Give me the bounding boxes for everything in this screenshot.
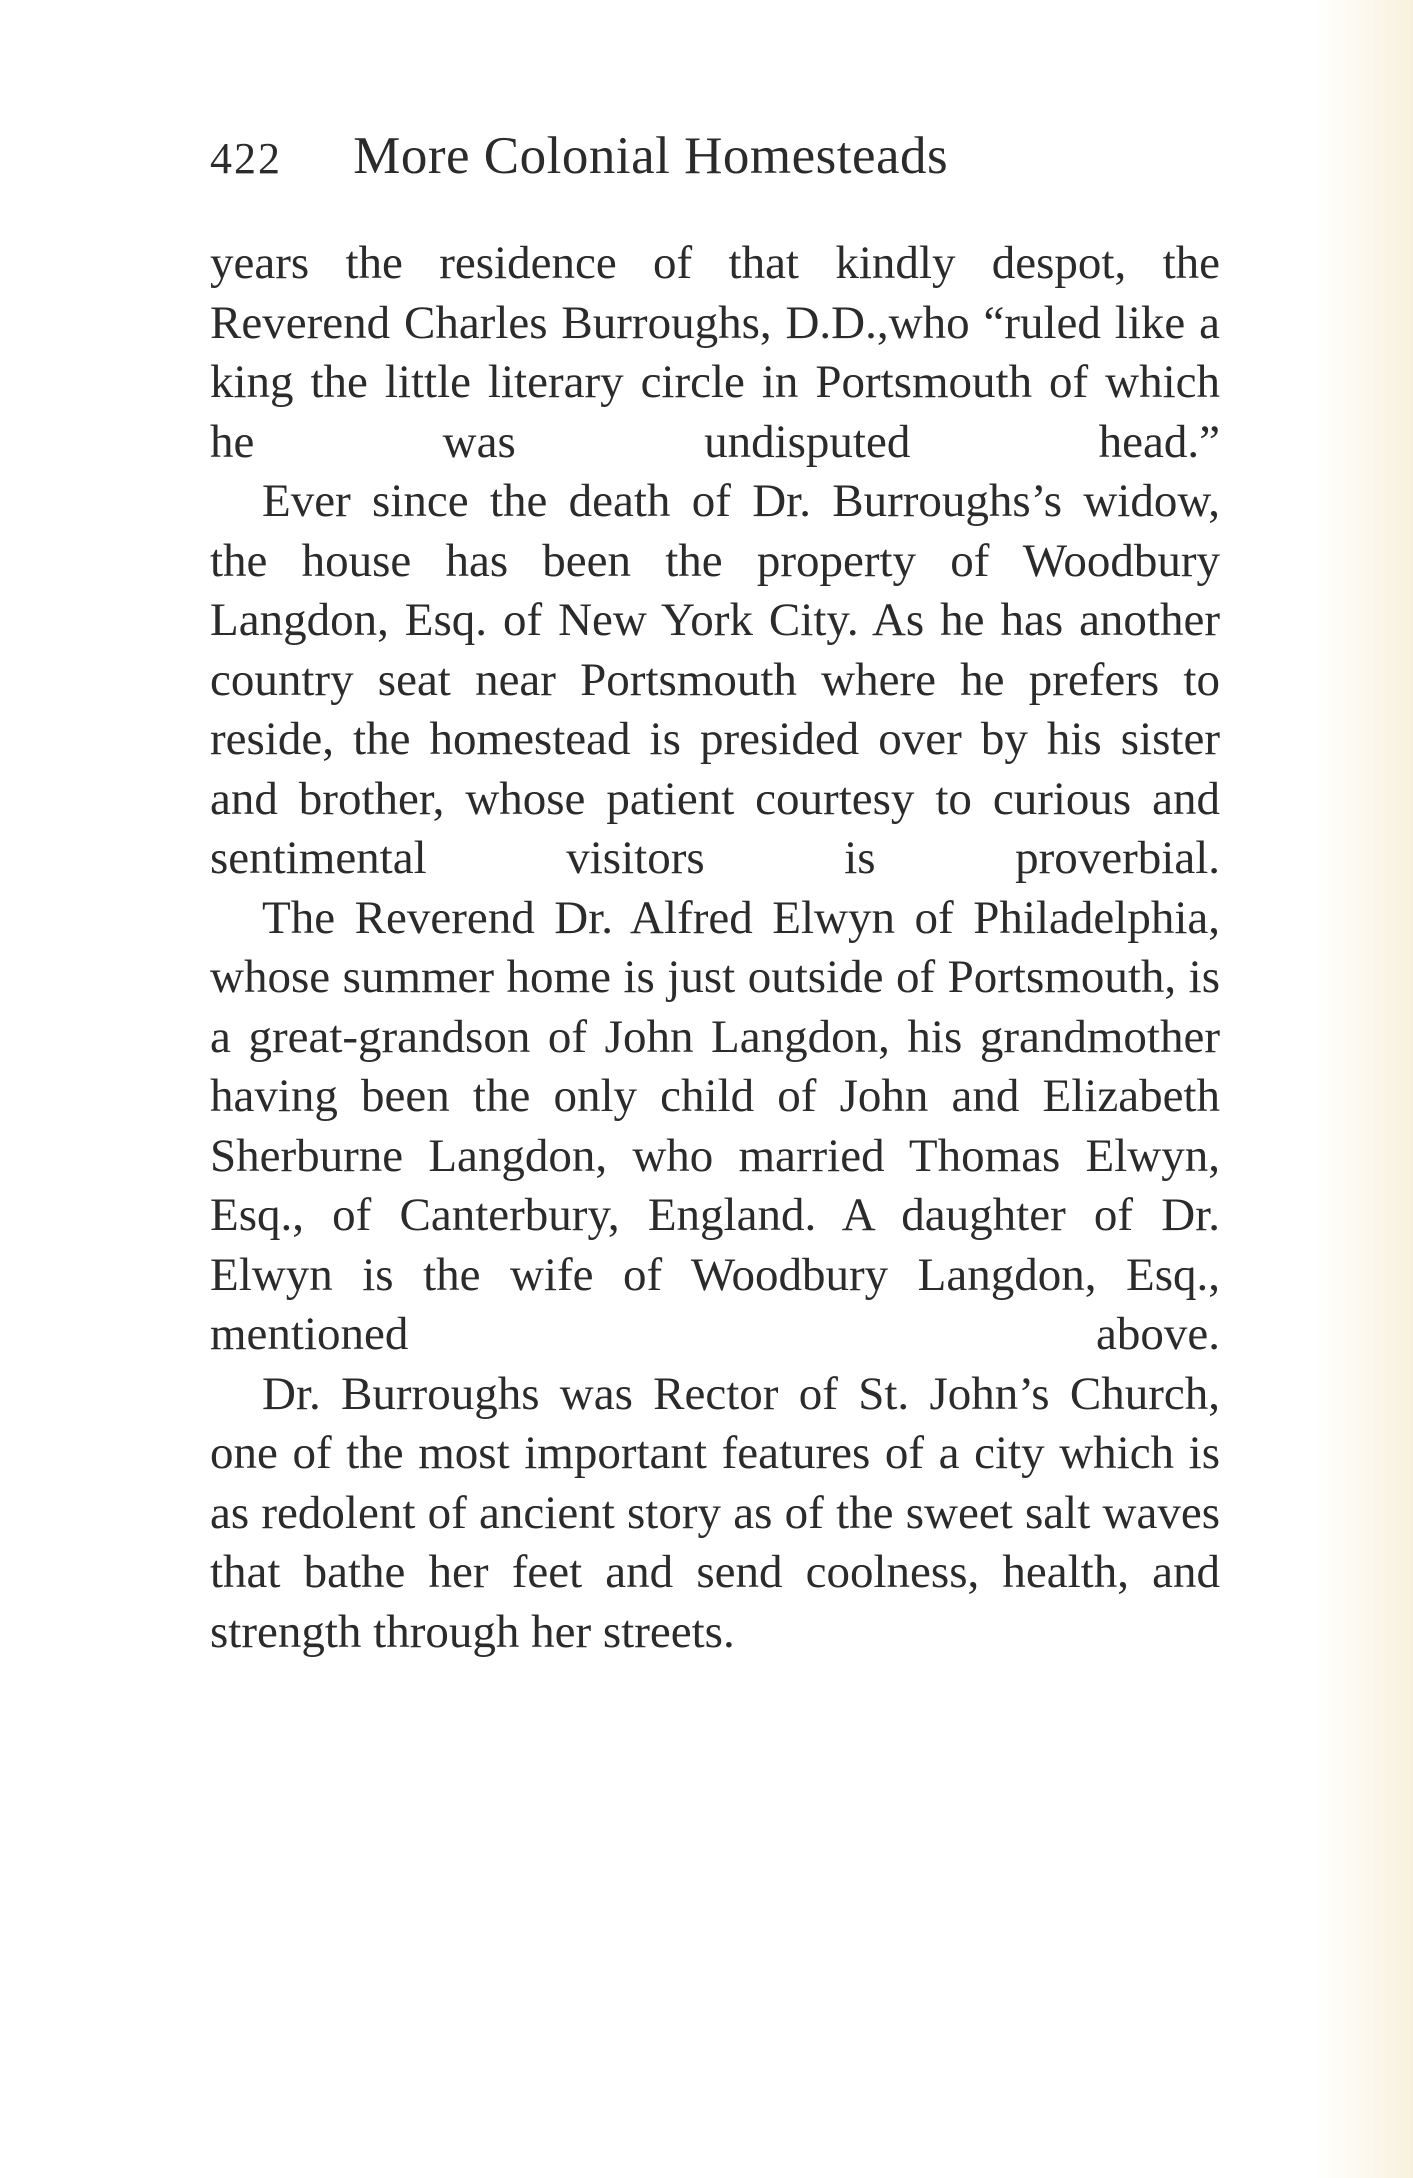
running-head [210, 126, 1220, 186]
running-title: More Colonial Homesteads [353, 127, 949, 185]
body-text [210, 234, 1220, 1662]
paragraph-continued: years the residence of that kindly despot, the Reverend Charles Burroughs, D.D.,who “ruled like a king the little literary circle in Portsmouth of which he was undisputed head.” [210, 237, 1220, 468]
paragraph-st-johns: Dr. Burroughs was Rector of St. John’s Church, one of the most important features of a city which is as redolent of ancient story as of the sweet salt waves that bathe her feet and send coolness, health, and strength through her streets. [210, 1367, 1220, 1658]
paragraph-widow: Ever since the death of Dr. Burroughs’s widow, the house has been the property of Woodbury Langdon, Esq. of New York City. As he has another country seat near Portsmouth where he prefers to reside, the homestead is presided over by his sister and brother, whose patient courtesy to curious and sentimental visitors is proverbial. [210, 475, 1220, 884]
paragraph-elwyn: The Reverend Dr. Alfred Elwyn of Philadelphia, whose summer home is just outside of Portsmouth, is a great-grandson of John Langdon, his grandmother having been the only child of John and Elizabeth Sherburne Langdon, who married Thomas Elwyn, Esq., of Canterbury, England. A daughter of Dr. Elwyn is the wife of Woodbury Langdon, Esq., mentioned above. [210, 891, 1220, 1360]
page-number: 422 [210, 134, 282, 183]
